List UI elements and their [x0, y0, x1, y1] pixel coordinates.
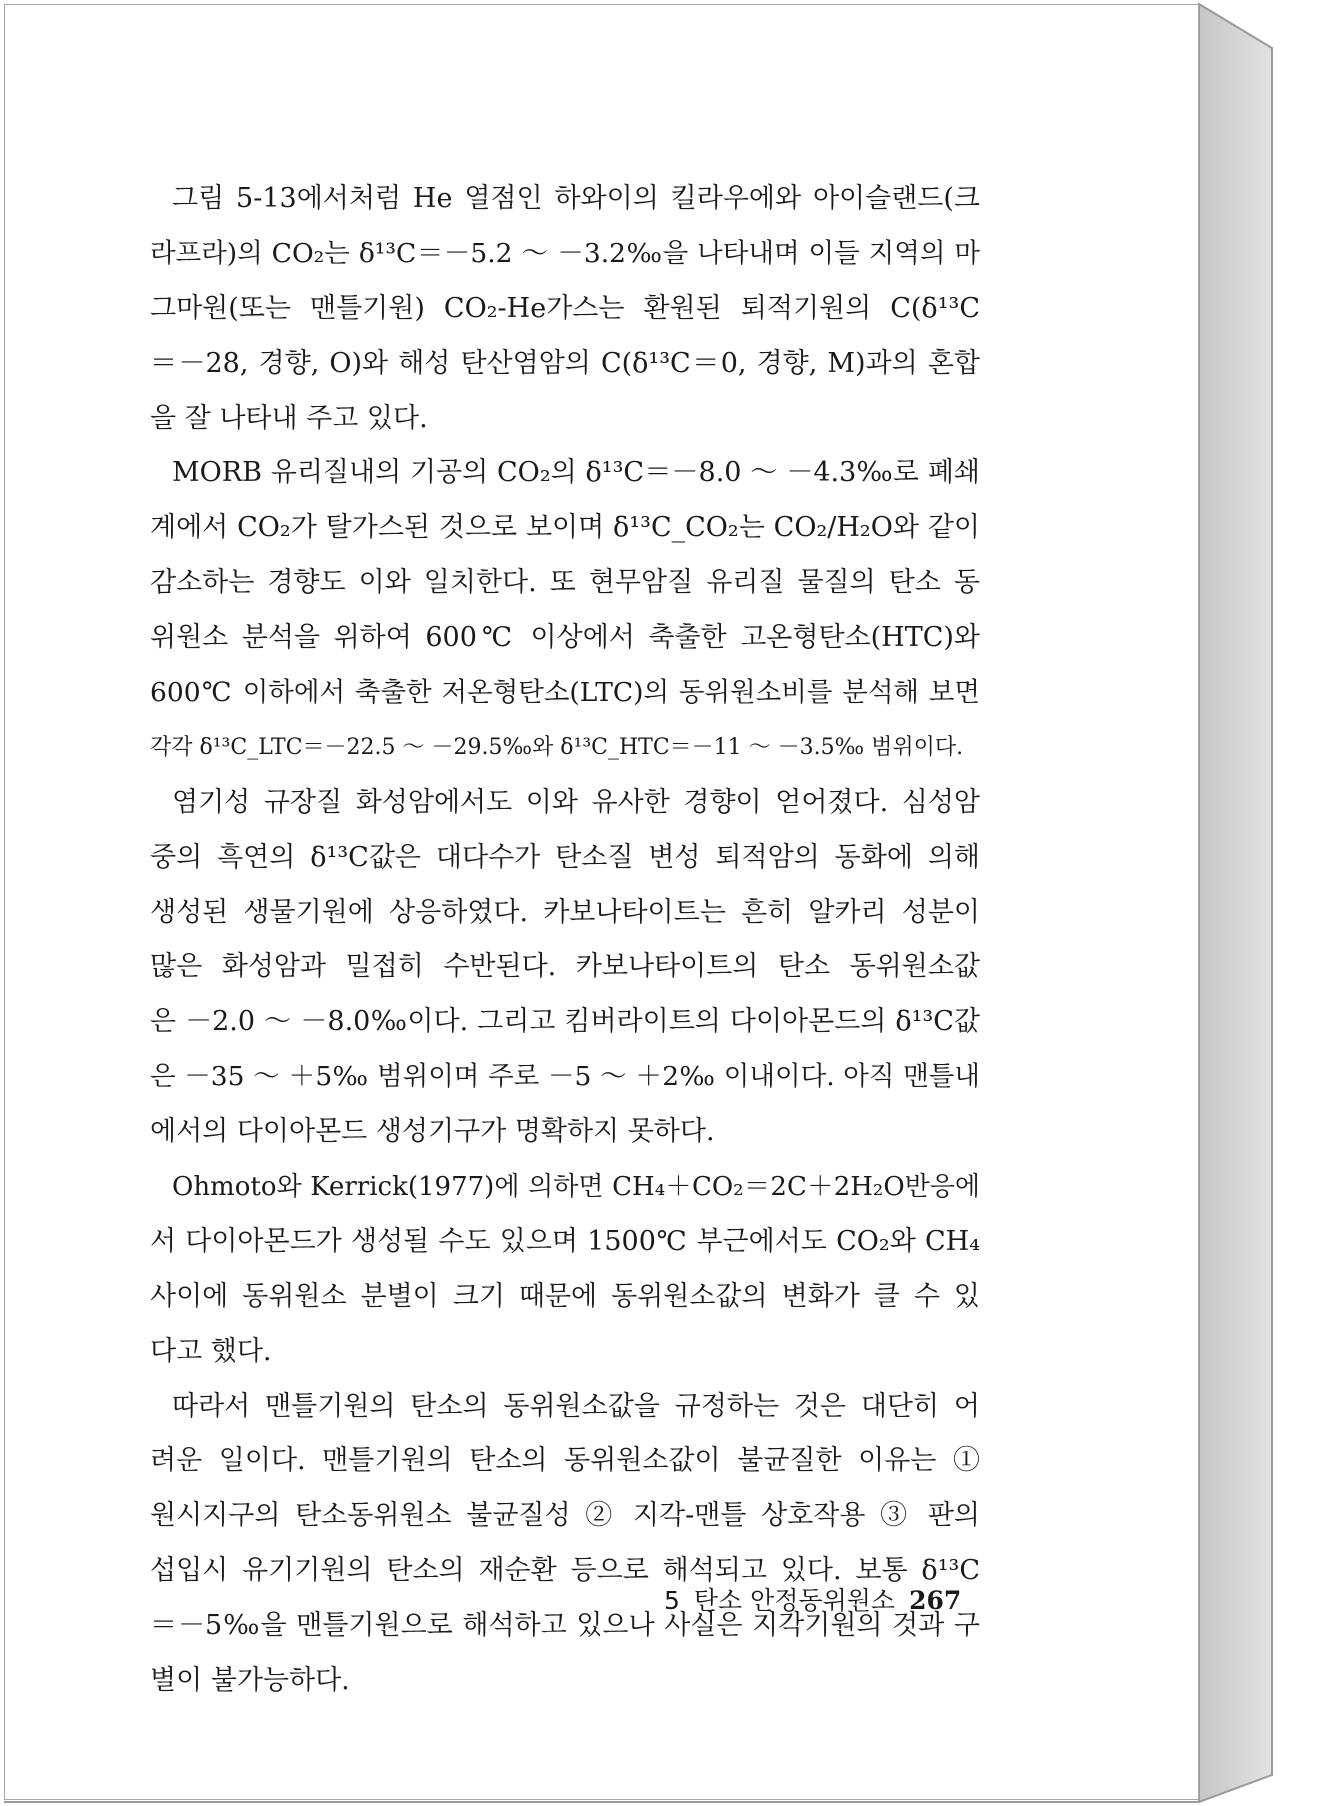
text-line: 600℃ 이하에서 축출한 저온형탄소(LTC)의 동위원소비를 분석해 보면 — [150, 677, 980, 709]
text-line: 원시지구의 탄소동위원소 불균질성 ② 지각-맨틀 상호작용 ③ 판의 — [150, 1500, 980, 1532]
paragraph — [150, 172, 980, 446]
text-line: ＝－5‰을 맨틀기원으로 해석하고 있으나 사실은 지각기원의 것과 구 — [150, 1610, 980, 1642]
page-number: 267 — [909, 1586, 962, 1615]
text-line: 그마원(또는 맨틀기원) CO₂-He가스는 환원된 퇴적기원의 C(δ¹³C — [150, 292, 980, 324]
text-line: 다고 했다. — [150, 1335, 272, 1367]
text-line: 계에서 CO₂가 탈가스된 것으로 보이며 δ¹³C_CO₂는 CO₂/H₂O와 같이 — [150, 512, 980, 544]
text-line: 사이에 동위원소 분별이 크기 때문에 동위원소값의 변화가 클 수 있 — [150, 1280, 980, 1312]
text-line: Ohmoto와 Kerrick(1977)에 의하면 CH₄＋CO₂＝2C＋2H₂O반응에 — [172, 1172, 980, 1203]
book-side-face — [1199, 4, 1272, 1802]
text-line: 감소하는 경향도 이와 일치한다. 또 현무암질 유리질 물질의 탄소 동 — [150, 567, 980, 599]
text-line: 그림 5-13에서처럼 He 열점인 하와이의 킬라우에와 아이슬랜드(크 — [172, 183, 980, 214]
paragraph — [150, 776, 980, 1160]
text-line: 을 잘 나타내 주고 있다. — [150, 402, 428, 434]
text-line: 은 －2.0 ～ －8.0‰이다. 그리고 킴버라이트의 다이아몬드의 δ¹³C값 — [150, 1006, 980, 1038]
body-text — [150, 172, 980, 1709]
paragraph — [150, 1380, 980, 1709]
text-line: 섭입시 유기기원의 탄소의 재순환 등으로 해석되고 있다. 보통 δ¹³C — [150, 1555, 980, 1587]
text-line: 각각 δ¹³C_LTC＝－22.5 ～ －29.5‰와 δ¹³C_HTC＝－11 ～ －3.5‰ 범위이다. — [150, 734, 964, 760]
text-line: 라프라)의 CO₂는 δ¹³C＝－5.2 ～ －3.2‰을 나타내며 이들 지역의 마 — [150, 237, 980, 269]
chapter-title: 탄소 안정동위원소 — [693, 1586, 896, 1615]
text-line: 에서의 다이아몬드 생성기구가 명확하지 못하다. — [150, 1116, 715, 1148]
text-line: 별이 불가능하다. — [150, 1665, 350, 1697]
text-line: 위원소 분석을 위하여 600℃ 이상에서 축출한 고온형탄소(HTC)와 — [150, 622, 980, 654]
text-line: 따라서 맨틀기원의 탄소의 동위원소값을 규정하는 것은 대단히 어 — [172, 1390, 980, 1422]
text-line: MORB 유리질내의 기공의 CO₂의 δ¹³C＝－8.0 ～ －4.3‰로 폐쇄 — [172, 457, 980, 489]
text-line: 서 다이아몬드가 생성될 수도 있으며 1500℃ 부근에서도 CO₂와 CH₄ — [150, 1225, 980, 1257]
text-line: 은 －35 ～ ＋5‰ 범위이며 주로 －5 ～ ＋2‰ 이내이다. 아직 맨틀내 — [150, 1061, 980, 1093]
text-line: ＝－28, 경향, O)와 해성 탄산염암의 C(δ¹³C＝0, 경향, M)과의 혼합 — [150, 347, 980, 379]
paragraph — [150, 1160, 980, 1380]
chapter-number: 5 — [664, 1586, 680, 1615]
text-line: 중의 흑연의 δ¹³C값은 대다수가 탄소질 변성 퇴적암의 동화에 의해 — [150, 841, 980, 873]
paragraph — [150, 446, 980, 775]
text-line: 려운 일이다. 맨틀기원의 탄소의 동위원소값이 불균질한 이유는 ① — [150, 1445, 980, 1477]
text-line: 염기성 규장질 화성암에서도 이와 유사한 경향이 얻어졌다. 심성암 — [172, 786, 980, 818]
text-line: 생성된 생물기원에 상응하였다. 카보나타이트는 흔히 알카리 성분이 — [150, 896, 980, 928]
text-line: 많은 화성암과 밀접히 수반된다. 카보나타이트의 탄소 동위원소값 — [150, 951, 980, 983]
page-footer — [664, 1581, 961, 1621]
